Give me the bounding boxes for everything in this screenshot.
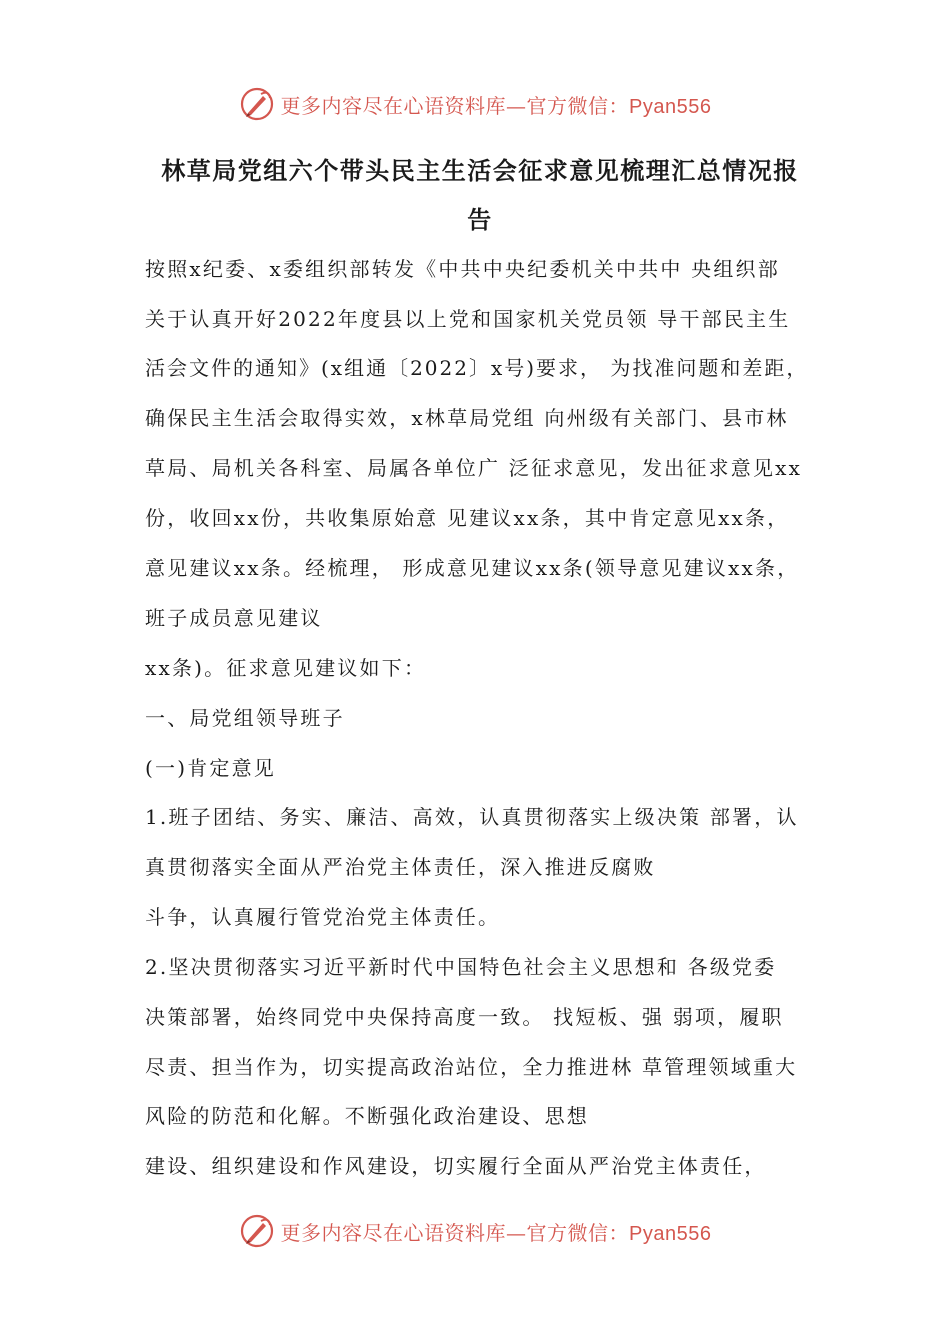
body-line: 活会文件的通知》(x组通〔2022〕x号)要求， 为找准问题和差距， (145, 356, 809, 380)
pen-logo-icon (239, 1213, 275, 1249)
body-line: 份，收回xx份，共收集原始意 见建议xx条，其中肯定意见xx条， (145, 506, 790, 530)
body-line: 斗争，认真履行管党治党主体责任。 (145, 905, 501, 929)
body-line: 真贯彻落实全面从严治党主体责任，深入推进反腐败 (145, 855, 656, 879)
body-line: 决策部署，始终同党中央保持高度一致。 找短板、强 弱项，履职 (145, 1005, 784, 1029)
watermark-text: 更多内容尽在心语资料库—官方微信：Pyan556 (280, 1220, 712, 1245)
document-title: 林草局党组六个带头民主生活会征求意见梳理汇总情况报 (161, 157, 799, 185)
body-line: 建设、组织建设和作风建设，切实履行全面从严治党主体责任， (145, 1154, 767, 1178)
section-heading: 一、局党组领导班子 (145, 706, 345, 730)
body-line: 草局、局机关各科室、局属各单位广 泛征求意见，发出征求意见xx (145, 456, 803, 480)
pen-logo-icon (239, 86, 275, 122)
body-line: 意见建议xx条。经梳理， 形成意见建议xx条(领导意见建议xx条， (145, 556, 800, 580)
body-line: 1.班子团结、务实、廉洁、高效，认真贯彻落实上级决策 部署，认 (145, 805, 799, 829)
body-line: 班子成员意见建议 (145, 606, 323, 630)
body-line: xx条)。征求意见建议如下： (145, 656, 427, 680)
watermark-text: 更多内容尽在心语资料库—官方微信：Pyan556 (280, 93, 712, 118)
body-line: 尽责、担当作为，切实提高政治站位，全力推进林 草管理领域重大 (145, 1055, 798, 1079)
watermark-banner-bottom (0, 1211, 950, 1251)
body-line: 按照x纪委、x委组织部转发《中共中央纪委机关中共中 央组织部 (145, 257, 780, 281)
body-line: 确保民主生活会取得实效，x林草局党组 向州级有关部门、县市林 (145, 406, 789, 430)
subsection-heading: (一)肯定意见 (145, 756, 277, 780)
watermark-banner-top (0, 84, 950, 124)
document-title-continued: 告 (467, 206, 493, 234)
body-line: 关于认真开好2022年度县以上党和国家机关党员领 导干部民主生 (145, 307, 791, 331)
body-line: 风险的防范和化解。不断强化政治建设、思想 (145, 1104, 589, 1128)
body-line: 2.坚决贯彻落实习近平新时代中国特色社会主义思想和 各级党委 (145, 955, 777, 979)
